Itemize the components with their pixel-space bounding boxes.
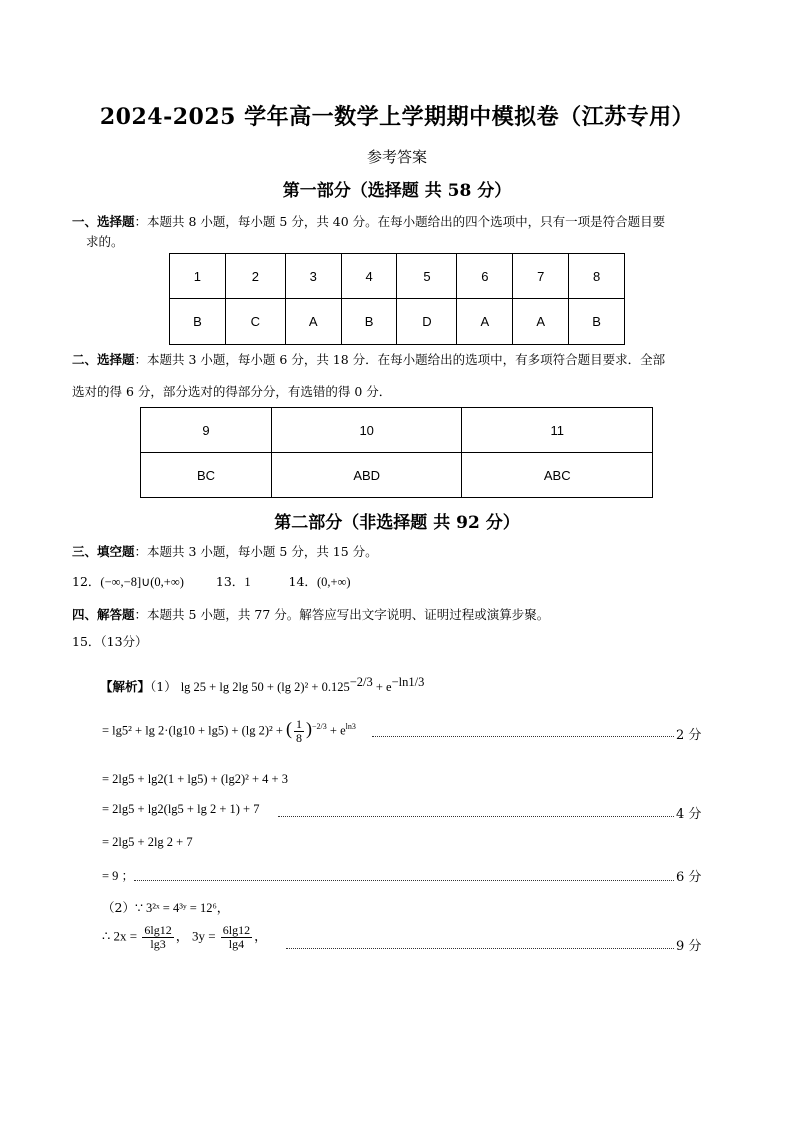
section-two-heading [72,350,732,370]
section-one-label: 一、选择题 [72,214,135,229]
expression-e: + e [372,680,392,695]
expression-exponent: −2/3 [349,675,373,689]
answer-13-label: 13． [215,574,245,589]
answer-table-multi [140,407,653,498]
section-three-label: 三、填空题 [72,544,135,559]
table-cell-number: 2 [225,254,285,299]
section-two-text: ：本题共 3 小题，每小题 6 分，共 18 分．在每小题给出的选项中，有多项符合题目要求．全部 [134,352,666,367]
part-two-given: ∵ 3²ˣ = 4³ʸ = 12⁶， [134,901,230,915]
answer-13: 1 [244,575,251,589]
answer-14: (0,+∞) [316,575,351,589]
section-one-heading-cont: 求的。 [86,234,124,249]
table-cell-number: 8 [569,254,625,299]
expression-initial: lg 25 + lg 2lg 50 + (lg 2)² + 0.125 [180,680,350,695]
fraction-2x [142,924,173,951]
table-cell-number: 1 [170,254,226,299]
table-cell-answer: B [170,299,226,345]
table-cell-number: 9 [141,408,272,453]
analysis-label: 【解析】 [100,679,151,695]
analysis-line [100,672,424,697]
leader-dots [134,880,674,881]
fraction-denominator: 8 [296,731,303,745]
fraction-numerator: 6lg12 [144,923,172,937]
fraction-denominator: lg4 [228,937,245,951]
table-cell-answer: A [513,299,569,345]
table-cell-answer: ABC [462,453,653,498]
solution-step-5: = 9 ； [102,869,135,883]
table-cell-number: 4 [341,254,397,299]
score-mark: 4 分 [676,807,702,822]
document-title: 2024-2025 学年高一数学上学期期中模拟卷（江苏专用） [99,104,695,130]
score-mark: 2 分 [676,728,702,743]
question-15-label: 15．（13分） [72,634,148,649]
step-1-tail-exponent: ln3 [345,722,356,732]
therefore-expression: ∴ 2x = [102,928,141,944]
table-cell-answer: B [341,299,397,345]
table-cell-answer: C [225,299,285,345]
fraction-3y [221,924,252,951]
section-one-text: ：本题共 8 小题，每小题 5 分，共 40 分。在每小题给出的四个选项中，只有一项是符合题目要 [134,214,666,229]
table-cell-number: 6 [457,254,513,299]
leader-dots [278,816,674,817]
line-end-comma: ， [254,928,268,944]
fraction-numerator: 1 [296,717,303,731]
section-four-text: ：本题共 5 小题，共 77 分。解答应写出文字说明、证明过程或演算步聚。 [134,607,550,622]
section-two-heading-cont: 选对的得 6 分，部分选对的得部分分，有选错的得 0 分． [72,384,392,399]
score-mark: 6 分 [676,870,702,885]
step-1-tail: + e [326,723,346,738]
table-cell-answer: A [285,299,341,345]
solution-step-3: = 2lg5 + lg2(lg5 + lg 2 + 1) + 7 [102,802,260,816]
fraction-numerator: 6lg12 [222,923,251,937]
part-two-label: （2） [102,900,135,915]
part-one-label: （1） [150,679,177,695]
answer-table-single [169,253,625,345]
section-three-heading [72,542,378,562]
section-one-heading [72,212,732,232]
fraction-one-eighth [294,718,304,745]
part-two-title: 第二部分（非选择题 共 92 分） [274,513,520,533]
solution-step-4: = 2lg5 + 2lg 2 + 7 [102,835,193,849]
step-1-text: = lg5² + lg 2·(lg10 + lg5) + (lg 2)² + [102,723,287,738]
score-mark: 9 分 [676,939,702,954]
solution-step-2: = 2lg5 + lg2(1 + lg5) + (lg2)² + 4 + 3 [102,772,288,786]
subtitle: 参考答案 [366,148,427,166]
table-cell-answer: B [569,299,625,345]
section-four-label: 四、解答题 [72,607,135,622]
step-1-exponent: −2/3 [312,722,327,732]
section-three-text: ：本题共 3 小题，每小题 5 分，共 15 分。 [134,544,378,559]
table-cell-number: 7 [513,254,569,299]
expression-e-exponent: −ln1/3 [391,675,425,689]
fill-answers [72,572,351,592]
section-two-label: 二、选择题 [72,352,135,367]
table-cell-answer: A [457,299,513,345]
fraction-denominator: lg3 [150,937,166,951]
table-cell-number: 10 [271,408,462,453]
answer-14-label: 14． [288,574,317,589]
answer-12-label: 12． [72,574,101,589]
table-cell-number: 3 [285,254,341,299]
table-cell-answer: BC [141,453,272,498]
table-cell-number: 5 [397,254,457,299]
separator-expression: ， 3y = [175,928,219,944]
section-four-heading [72,605,549,625]
table-cell-answer: D [397,299,457,345]
table-cell-answer: ABD [271,453,462,498]
table-cell-number: 11 [462,408,653,453]
part-two-solution-line [102,924,267,951]
leader-dots [286,948,674,949]
leader-dots [372,736,674,737]
part-one-title: 第一部分（选择题 共 58 分） [282,181,512,201]
answer-12: (−∞,−8]∪(0,+∞) [100,575,184,589]
part-two-given-line [102,898,229,918]
solution-step-1: = lg5² + lg 2·(lg10 + lg5) + (lg 2)² + ( $\frac{1}{8}$ )$^{-2/3} + e^{ln3}$ [102,717,356,745]
